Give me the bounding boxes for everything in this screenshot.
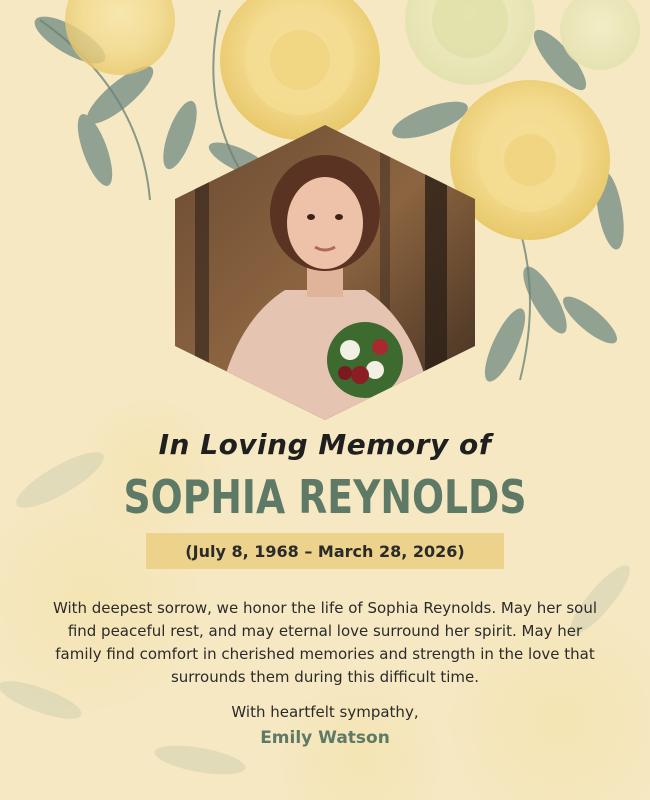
condolence-message: With deepest sorrow, we honor the life of Sophia Reynolds. May her soul find peaceful rest, and may eternal love surround her spirit. May her family find comfort in cherished memories and strength in the love that surrounds them during this difficult time. bbox=[52, 599, 598, 686]
life-dates: (July 8, 1968 – March 28, 2026) bbox=[185, 541, 465, 561]
closing-line: With heartfelt sympathy, bbox=[231, 703, 419, 721]
signer-name: Emily Watson bbox=[260, 728, 390, 748]
portrait-photo bbox=[175, 125, 475, 420]
dates-band bbox=[146, 533, 504, 569]
deceased-name: SOPHIA REYNOLDS bbox=[123, 470, 527, 524]
in-loving-memory-heading: In Loving Memory of bbox=[158, 428, 492, 461]
